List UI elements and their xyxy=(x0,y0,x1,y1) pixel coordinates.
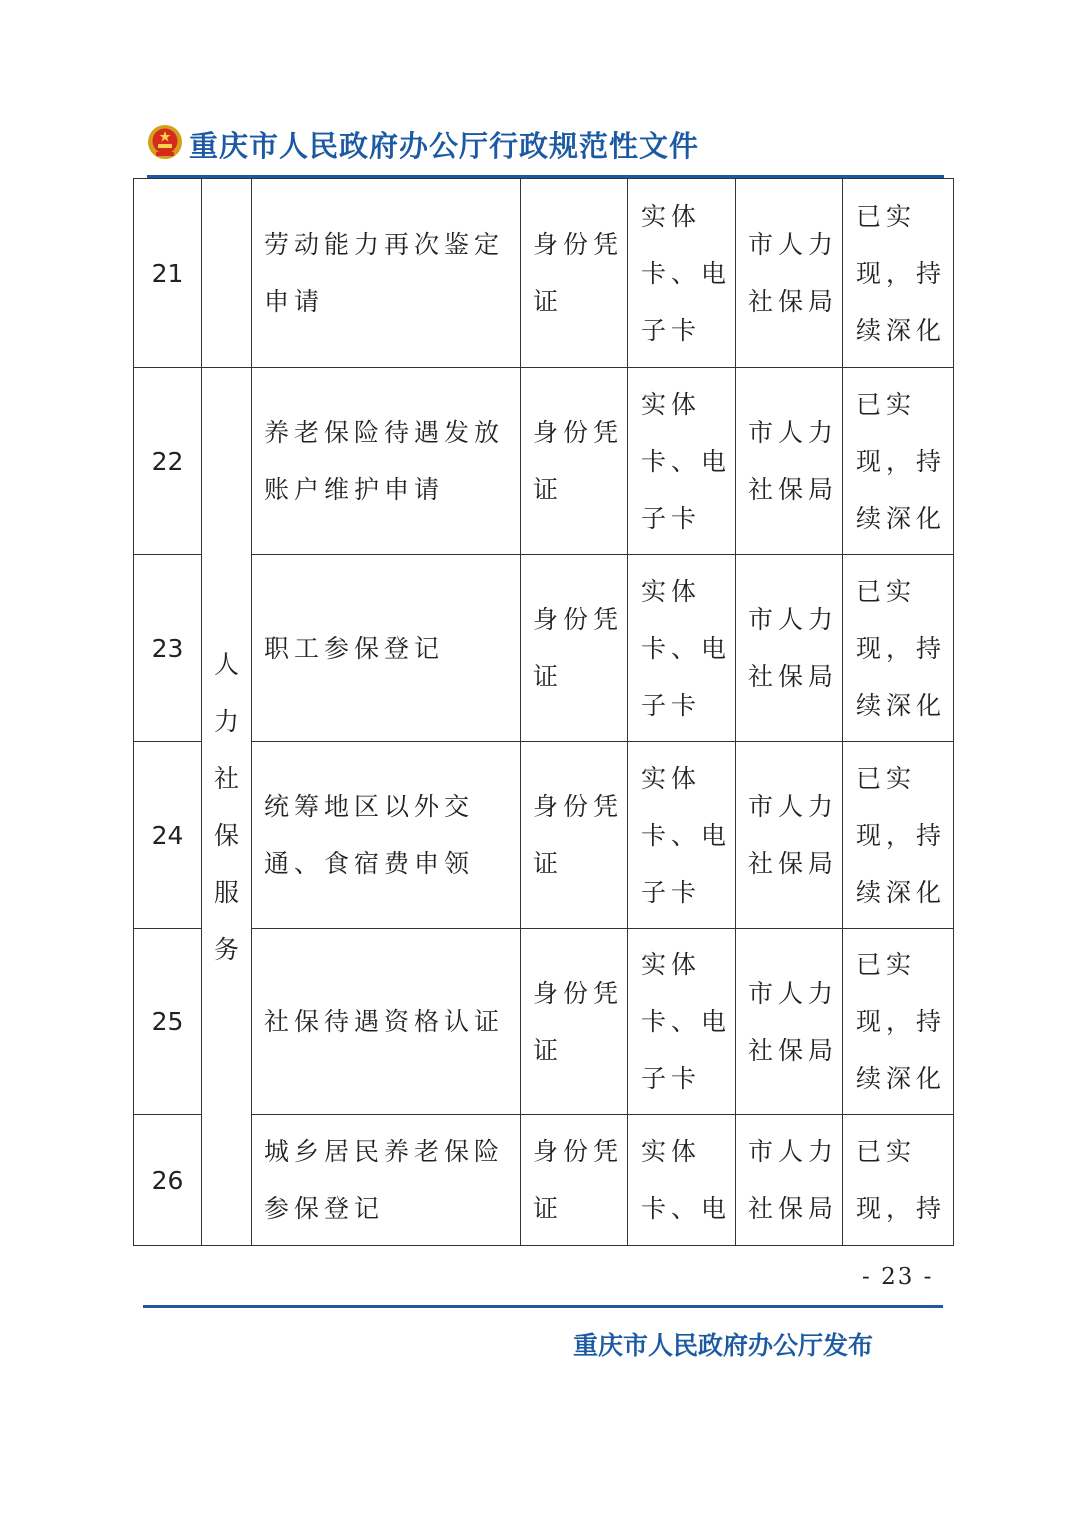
card-type: 实体卡、电子卡 xyxy=(641,201,732,345)
credential: 身份凭证 xyxy=(533,605,624,691)
status: 已实现，持续深化 xyxy=(856,950,947,1093)
department: 市人力社保局 xyxy=(748,792,839,878)
card-type-cell xyxy=(628,368,736,555)
department-cell xyxy=(736,1115,843,1246)
department: 市人力社保局 xyxy=(748,418,839,504)
credential-cell xyxy=(521,368,628,555)
service-name: 劳动能力再次鉴定申请 xyxy=(264,230,505,316)
department-cell xyxy=(736,555,843,742)
department: 市人力社保局 xyxy=(748,978,839,1065)
table-row xyxy=(134,179,954,368)
card-type: 实体卡、电子卡 xyxy=(641,389,732,533)
national-emblem-icon xyxy=(147,124,183,160)
service-name: 社保待遇资格认证 xyxy=(264,1007,505,1036)
department: 市人力社保局 xyxy=(748,230,839,316)
row-number: 25 xyxy=(134,929,202,1115)
category-label: 人力社保服务 xyxy=(213,649,239,964)
credential: 身份凭证 xyxy=(533,418,624,504)
service-name-cell xyxy=(252,742,521,929)
credential: 身份凭证 xyxy=(533,978,624,1065)
service-name-cell xyxy=(252,179,521,368)
header-title: 重庆市人民政府办公厅行政规范性文件 xyxy=(189,129,700,163)
table-row xyxy=(134,555,954,742)
service-name: 城乡居民养老保险参保登记 xyxy=(264,1137,505,1223)
status: 已实现，持续深化 xyxy=(856,763,947,907)
status: 已实现，持续深化 xyxy=(856,389,947,533)
status-cell xyxy=(843,1115,954,1246)
service-name: 统筹地区以外交通、食宿费申领 xyxy=(264,792,475,878)
card-type-cell xyxy=(628,742,736,929)
card-type-cell xyxy=(628,929,736,1115)
card-type-cell xyxy=(628,179,736,368)
credential-cell xyxy=(521,1115,628,1246)
table-row xyxy=(134,1115,954,1246)
card-type-cell xyxy=(628,555,736,742)
card-type: 实体卡、电子卡 xyxy=(641,763,732,907)
credential-cell xyxy=(521,555,628,742)
credential-cell xyxy=(521,742,628,929)
status-cell xyxy=(843,742,954,929)
department-cell xyxy=(736,929,843,1115)
credential-cell xyxy=(521,179,628,368)
table-row xyxy=(134,929,954,1115)
credential-cell xyxy=(521,929,628,1115)
credential: 身份凭证 xyxy=(533,1137,624,1223)
status: 已实现，持续深化 xyxy=(856,201,947,345)
status: 已实现，持 xyxy=(856,1137,947,1223)
document-header xyxy=(147,120,947,170)
department-cell xyxy=(736,179,843,368)
status-cell xyxy=(843,368,954,555)
category-cell-empty xyxy=(202,179,252,368)
service-table xyxy=(133,178,954,1246)
card-type-cell xyxy=(628,1115,736,1246)
service-name-cell xyxy=(252,929,521,1115)
status-cell xyxy=(843,929,954,1115)
row-number: 26 xyxy=(134,1115,202,1246)
card-type: 实体卡、电 xyxy=(641,1137,732,1223)
credential: 身份凭证 xyxy=(533,792,624,878)
category-cell xyxy=(202,368,252,1246)
department: 市人力社保局 xyxy=(748,605,839,691)
status-cell xyxy=(843,555,954,742)
department-cell xyxy=(736,742,843,929)
table-row xyxy=(134,742,954,929)
status-cell xyxy=(843,179,954,368)
row-number: 21 xyxy=(134,179,202,368)
card-type: 实体卡、电子卡 xyxy=(641,950,732,1093)
service-name-cell xyxy=(252,1115,521,1246)
department-cell xyxy=(736,368,843,555)
status: 已实现，持续深化 xyxy=(856,576,947,720)
credential: 身份凭证 xyxy=(533,230,624,316)
department: 市人力社保局 xyxy=(748,1137,839,1223)
page-number: - 23 - xyxy=(862,1264,934,1290)
row-number: 24 xyxy=(134,742,202,929)
row-number: 22 xyxy=(134,368,202,555)
publisher-footer: 重庆市人民政府办公厅发布 xyxy=(573,1331,874,1360)
table-row xyxy=(134,368,954,555)
service-name: 职工参保登记 xyxy=(264,633,445,663)
card-type: 实体卡、电子卡 xyxy=(641,576,732,720)
service-name: 养老保险待遇发放账户维护申请 xyxy=(264,418,505,504)
service-name-cell xyxy=(252,368,521,555)
row-number: 23 xyxy=(134,555,202,742)
service-name-cell xyxy=(252,555,521,742)
footer-divider xyxy=(143,1305,943,1308)
